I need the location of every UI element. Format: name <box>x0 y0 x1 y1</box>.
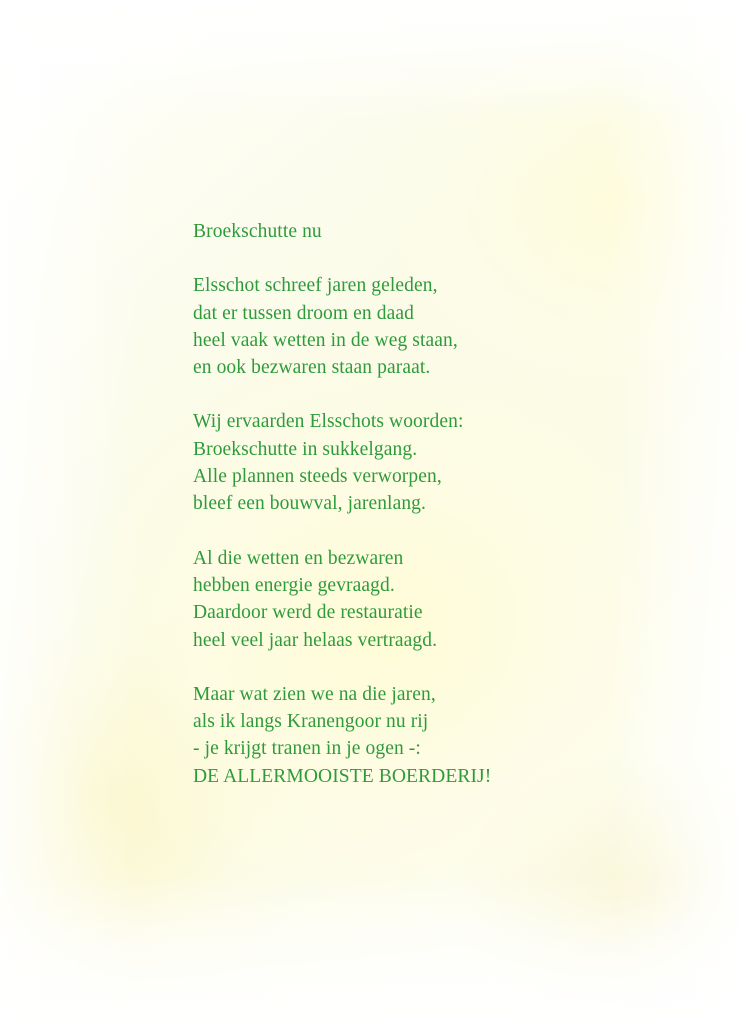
poem-line: Elsschot schreef jaren geleden, <box>193 275 438 297</box>
poem-line: heel veel jaar helaas vertraagd. <box>193 629 438 651</box>
poem-line: Maar wat zien we na die jaren, <box>193 683 436 705</box>
poem-line: heel vaak wetten in de weg staan, <box>193 329 458 351</box>
poem-title: Broekschutte nu <box>193 221 322 242</box>
poem-line: - je krijgt tranen in je ogen -: <box>193 738 421 760</box>
poem-stanza <box>193 545 633 654</box>
poem-line: en ook bezwaren staan paraat. <box>193 357 431 379</box>
poem-line: als ik langs Kranengoor nu rij <box>193 711 429 733</box>
poem-line: Wij ervaarden Elsschots woorden: <box>193 411 464 433</box>
poem-stanza <box>193 272 633 381</box>
poem-stanza <box>193 408 633 517</box>
page-gradient-left <box>0 0 140 1024</box>
poem-line: hebben energie gevraagd. <box>193 574 395 596</box>
poem-line: Alle plannen steeds verworpen, <box>193 466 442 488</box>
poem-line: DE ALLERMOOISTE BOERDERIJ! <box>193 765 492 787</box>
page-gradient-bottom <box>0 874 739 1024</box>
poem-line: bleef een bouwval, jarenlang. <box>193 493 427 515</box>
poem-line: Daardoor werd de restauratie <box>193 602 423 624</box>
poem-line: Broekschutte in sukkelgang. <box>193 438 418 460</box>
poem-line: dat er tussen droom en daad <box>193 302 414 324</box>
poem-body <box>193 218 633 790</box>
poem-line: Al die wetten en bezwaren <box>193 547 404 569</box>
poem-stanza <box>193 681 633 790</box>
page-gradient-top <box>0 0 739 120</box>
